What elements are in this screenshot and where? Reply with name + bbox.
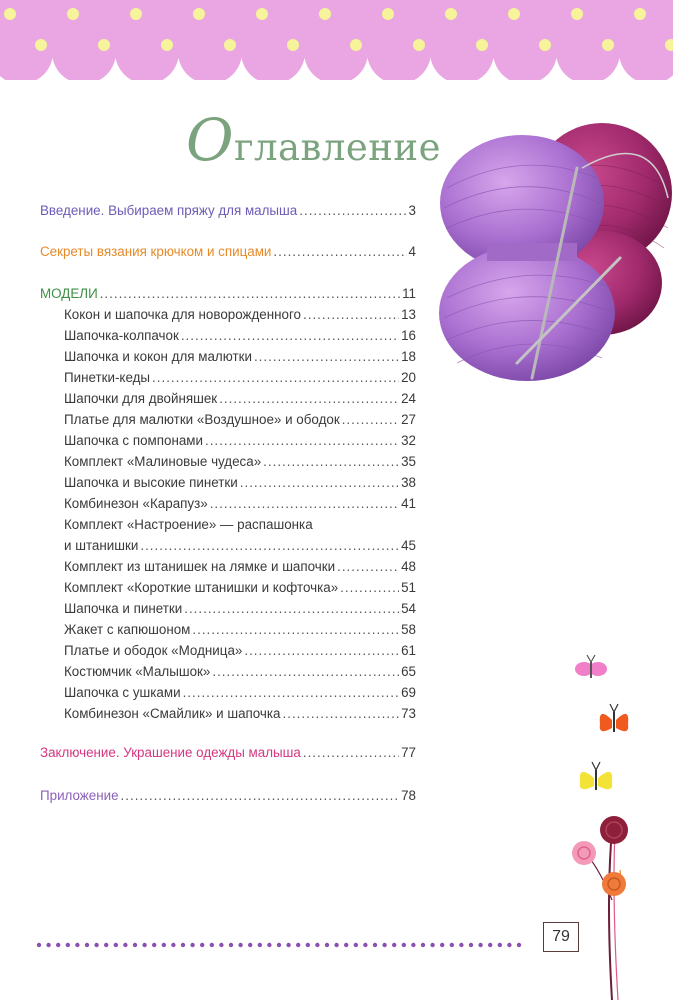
toc-entry-title: Заключение. Украшение одежды малыша [40,745,301,760]
bottom-dot [344,943,348,947]
bottom-dot [296,943,300,947]
bottom-dot [363,943,367,947]
toc-entry-page: 77 [401,745,416,760]
toc-entry-page: 38 [401,475,416,490]
yarn-balls-illustration [432,108,673,398]
bottom-dot [66,943,70,947]
bottom-dot [402,943,406,947]
toc-entry-page: 73 [401,706,416,721]
bottom-dot [75,943,79,947]
toc-entry-title: Комплект «Короткие штанишки и кофточка» [64,580,339,595]
toc-entry-model[interactable] [64,411,416,429]
toc-entry-page: 18 [401,349,416,364]
toc-entry-model[interactable] [64,369,416,387]
band-dot [634,8,646,20]
bottom-dot [382,943,386,947]
bottom-dot [459,943,463,947]
bottom-dot [181,943,185,947]
bottom-dot [411,943,415,947]
band-dot [476,39,488,51]
toc-entry-model[interactable] [64,579,416,597]
toc-entry-page: 35 [401,454,416,469]
toc-entry-secrets[interactable] [40,243,416,261]
flower-maroon-icon [600,816,628,844]
bottom-dot [219,943,223,947]
bottom-dot [488,943,492,947]
bottom-dot [354,943,358,947]
toc-entry-appendix[interactable] [40,787,416,805]
toc-entry-page: 69 [401,685,416,700]
toc-entry-conclusion[interactable] [40,744,416,762]
toc-entry-page: 58 [401,622,416,637]
bottom-dot [325,943,329,947]
bottom-dot [267,943,271,947]
toc-entry-page: 3 [408,203,416,218]
toc-entry-title: Комбинезон «Карапуз» [64,496,208,511]
band-dot [602,39,614,51]
bottom-dot [315,943,319,947]
page-number: 79 [543,922,579,952]
bottom-dot [229,943,233,947]
bottom-dot [37,943,41,947]
toc-entry-page: 51 [401,580,416,595]
bottom-dot [238,943,242,947]
bottom-dot [258,943,262,947]
bottom-dot [210,943,214,947]
toc-entry-page: 32 [401,433,416,448]
toc-entry-title: Введение. Выбираем пряжу для малыша [40,203,298,218]
toc-entry-page: 78 [401,788,416,803]
toc-entry-model[interactable] [64,432,416,450]
toc-entry-model[interactable] [64,327,416,345]
toc-entry-title: МОДЕЛИ [40,286,98,301]
orange-butterfly-icon [600,704,629,732]
bottom-dot [498,943,502,947]
band-dot [287,39,299,51]
bottom-dot [56,943,60,947]
toc-entry-models[interactable] [40,285,416,303]
bottom-dotted-line [36,940,526,950]
toc-entry-page: 4 [408,244,416,259]
bottom-dot [85,943,89,947]
bottom-dot [152,943,156,947]
toc-entry-title: Комплект «Малиновые чудеса» [64,454,262,469]
toc-entry-model[interactable] [64,600,416,618]
scallop-header-band [0,0,673,80]
bottom-dot [190,943,194,947]
bottom-dot [478,943,482,947]
toc-entry-model[interactable] [64,642,416,660]
band-dot [4,8,16,20]
toc-entry-title: Шапочка и высокие пинетки [64,475,238,490]
toc-entry-model[interactable] [64,306,416,324]
yellow-butterfly-icon [580,762,612,790]
toc-entry-model[interactable] [64,705,416,723]
band-dot [224,39,236,51]
flower-orange-icon [602,872,626,896]
toc-entry-title: Платье и ободок «Модница» [64,643,243,658]
toc-entry-model[interactable] [64,537,416,555]
toc-entry-page: 20 [401,370,416,385]
toc-entry-page: 13 [401,307,416,322]
toc-entry-title: Пинетки-кеды [64,370,151,385]
bottom-dot [306,943,310,947]
band-dot [98,39,110,51]
toc-entry-page: 11 [402,286,416,301]
toc-entry-page: 41 [401,496,416,511]
band-dot [319,8,331,20]
band-dot [350,39,362,51]
band-dot [382,8,394,20]
toc-entry-title: Платье для малютки «Воздушное» и ободок [64,412,340,427]
bottom-dot [440,943,444,947]
bottom-dot [94,943,98,947]
bottom-dot [430,943,434,947]
toc-entry-page: 45 [401,538,416,553]
toc-entry-model[interactable] [64,348,416,366]
toc-entry-page: 48 [401,559,416,574]
toc-entry-model[interactable] [64,558,416,576]
toc-entry-page: 16 [401,328,416,343]
toc-entry-model[interactable] [64,390,416,408]
toc-entry-model[interactable] [64,684,416,702]
page-title: Оглавление [186,106,441,174]
band-dot [413,39,425,51]
bottom-dot [373,943,377,947]
bottom-dot [248,943,252,947]
bottom-dot [450,943,454,947]
bottom-dot [104,943,108,947]
toc-entry-title: Шапочка с помпонами [64,433,203,448]
toc-entry-title: Шапочки для двойняшек [64,391,218,406]
toc-entry-title: Комбинезон «Смайлик» и шапочка [64,706,281,721]
band-dot [130,8,142,20]
toc-entry-model[interactable] [64,621,416,639]
toc-entry-title: Шапочка с ушками [64,685,181,700]
toc-entry-model[interactable] [64,495,416,513]
toc-entry-intro[interactable] [40,202,416,220]
toc-entry-title: Приложение [40,788,119,803]
toc-entry-model[interactable] [64,474,416,492]
toc-entry-page: 65 [401,664,416,679]
band-dot [67,8,79,20]
toc-entry-title: Кокон и шапочка для новорожденного [64,307,301,322]
toc-entry-title: Секреты вязания крючком и спицами [40,244,272,259]
bottom-dot [200,943,204,947]
bottom-dot [517,943,521,947]
toc-entry-page: 61 [401,643,416,658]
toc-entry-title: Шапочка-колпачок [64,328,179,343]
bottom-dot [114,943,118,947]
bottom-dot [392,943,396,947]
bottom-dot [421,943,425,947]
band-dot [35,39,47,51]
toc-entry-model[interactable] [64,663,416,681]
band-dot [193,8,205,20]
band-dot [571,8,583,20]
bottom-dot [334,943,338,947]
band-dot [539,39,551,51]
band-dot [256,8,268,20]
flower-pink-icon [572,841,596,865]
toc-entry-title: и штанишки [64,538,139,553]
toc-entry-title: Жакет с капюшоном [64,622,191,637]
toc-entry-model[interactable] [64,453,416,471]
toc-entry-title: Комплект из штанишек на лямке и шапочки [64,559,336,574]
toc-entry-title: Костюмчик «Малышок» [64,664,211,679]
bottom-dot [286,943,290,947]
bottom-dot [171,943,175,947]
toc-entry-title: Шапочка и кокон для малютки [64,349,252,364]
band-dot [508,8,520,20]
bottom-dot [142,943,146,947]
toc-entry-page: 54 [401,601,416,616]
bottom-dot [123,943,127,947]
band-dot [445,8,457,20]
toc-entry-title: Шапочка и пинетки [64,601,183,616]
pink-butterfly-icon [575,655,607,678]
bottom-dot [162,943,166,947]
toc-entry-page: 27 [401,412,416,427]
toc-entry-model-line1[interactable]: Комплект «Настроение» — распашонка [64,517,313,532]
bottom-dot [507,943,511,947]
bottom-dot [46,943,50,947]
bottom-dot [469,943,473,947]
bottom-dot [133,943,137,947]
bottom-dot [277,943,281,947]
band-dot [161,39,173,51]
toc-entry-page: 24 [401,391,416,406]
